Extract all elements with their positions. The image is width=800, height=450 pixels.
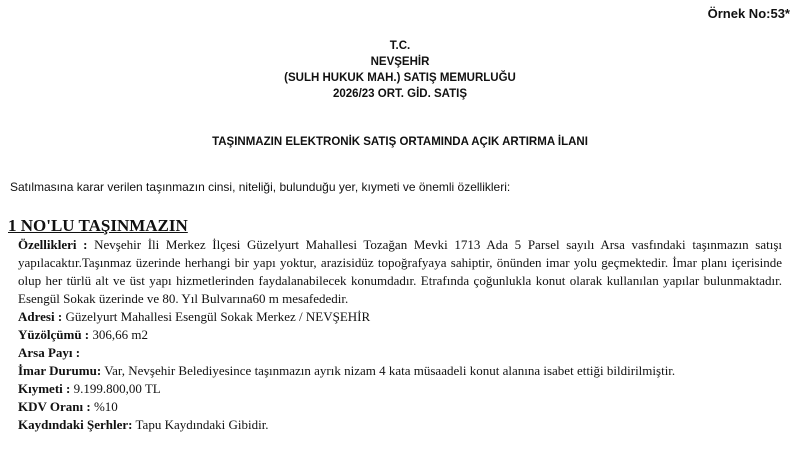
sample-number: Örnek No:53* [707, 6, 790, 21]
label-ozellikleri: Özellikleri : [18, 237, 88, 252]
value-imar: Var, Nevşehir Belediyesince taşınmazın ayrık nizam 4 kata müsaadeli konut alanına isabet ettiği bildirilmiştir. [104, 363, 676, 378]
document-header [0, 38, 800, 102]
label-kiymeti: Kıymeti : [18, 381, 71, 396]
row-imar [18, 362, 782, 380]
header-line-office: (SULH HUKUK MAH.) SATIŞ MEMURLUĞU [284, 72, 516, 84]
announcement-title: TAŞINMAZIN ELEKTRONİK SATIŞ ORTAMINDA AÇIK ARTIRMA İLANI [212, 136, 588, 148]
value-adres: Güzelyurt Mahallesi Esengül Sokak Merkez / NEVŞEHİR [65, 309, 371, 324]
property-details [18, 236, 782, 434]
row-serhler [18, 416, 782, 434]
row-kdv [18, 398, 782, 416]
label-adres: Adresi : [18, 309, 63, 324]
label-imar: İmar Durumu: [18, 363, 102, 378]
header-line-city: NEVŞEHİR [370, 56, 430, 68]
row-ozellikleri [18, 236, 782, 308]
intro-text: Satılmasına karar verilen taşınmazın cinsi, niteliği, bulunduğu yer, kıymeti ve önemli özellikleri: [10, 180, 511, 194]
row-kiymeti [18, 380, 782, 398]
label-arsa-payi: Arsa Payı : [18, 345, 81, 360]
header-line-tc: T.C. [389, 40, 411, 52]
header-line-file-no: 2026/23 ORT. GİD. SATIŞ [332, 88, 467, 100]
value-ozellikleri: Nevşehir İli Merkez İlçesi Güzelyurt Mahallesi Tozağan Mevki 1713 Ada 5 Parsel sayılı Arsa vasfındaki taşınmazın satışı yapılacaktır.Taşınmaz üzerinde herhangi bir yapı yoktur, arazisidüz topoğrafyaya sahiptir, önünden imar yolu geçmektedir. İmar planı içerisinde olup her türlü alt ve üst yapı hizmetlerinden faydalanabilecek konumdadır. Etrafında çoğunlukla konut olarak kullanılan yapılar bulunmaktadır. Esengül Sokak üzerinde ve 80. Yıl Bulvarına60 m mesafededir. [18, 237, 783, 306]
row-arsa-payi [18, 344, 782, 362]
property-title: 1 NO'LU TAŞINMAZIN [8, 216, 188, 235]
value-serhler: Tapu Kaydındaki Gibidir. [135, 417, 269, 432]
label-serhler: Kaydındaki Şerhler: [18, 417, 133, 432]
value-kdv: %10 [93, 399, 118, 414]
row-yuzolcumu [18, 326, 782, 344]
row-adres [18, 308, 782, 326]
value-kiymeti: 9.199.800,00 TL [73, 381, 161, 396]
label-kdv: KDV Oranı : [18, 399, 91, 414]
label-yuzolcumu: Yüzölçümü : [18, 327, 90, 342]
value-yuzolcumu: 306,66 m2 [92, 327, 149, 342]
